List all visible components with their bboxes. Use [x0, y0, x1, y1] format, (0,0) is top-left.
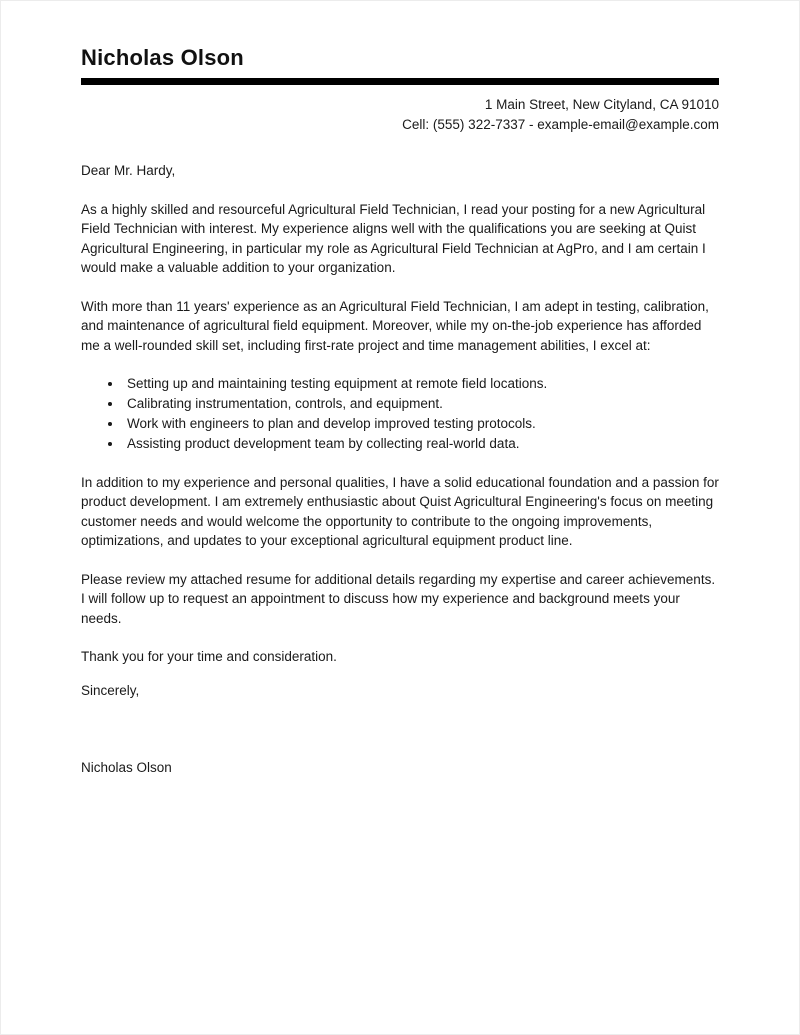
letter-body [81, 161, 719, 778]
paragraph-followup: Please review my attached resume for additional details regarding my expertise and career achievements. I will follow up to request an appointment to discuss how my experience and background meets your needs. [81, 571, 716, 626]
salutation: Dear Mr. Hardy, [81, 163, 176, 178]
thanks-line: Thank you for your time and consideration. [81, 649, 337, 664]
signature-name: Nicholas Olson [81, 760, 172, 775]
closing-line: Sincerely, [81, 682, 140, 698]
skills-bullet-list [81, 374, 719, 454]
paragraph-experience: With more than 11 years' experience as an Agricultural Field Technician, I am adept in testing, calibration, and maintenance of agricultural field equipment. Moreover, while my on-the-job experience has afforded me a well-rounded skill set, including first-rate project and time management abilities, I excel at: [81, 298, 709, 353]
paragraph-intro: As a highly skilled and resourceful Agricultural Field Technician, I read your posting for a new Agricultural Field Technician with interest. My experience aligns well with the qualifications you are seeking at Quist Agricultural Engineering, in particular my role as Agricultural Field Technician at AgPro, and I am certain I would make a valuable addition to your organization. [81, 201, 706, 275]
bullet-item: • Assisting product development team by collecting real-world data. [123, 434, 719, 454]
sender-name: Nicholas Olson [81, 45, 244, 70]
bullet-item: • Setting up and maintaining testing equipment at remote field locations. [123, 374, 719, 394]
contact-block [81, 95, 719, 135]
contact-line: Cell: (555) 322-7337 - example-email@example.com [402, 117, 719, 132]
bullet-item: • Work with engineers to plan and develop improved testing protocols. [123, 414, 719, 434]
header-rule [81, 78, 719, 85]
bullet-item: • Calibrating instrumentation, controls, and equipment. [123, 394, 719, 414]
paragraph-education: In addition to my experience and personal qualities, I have a solid educational foundation and a passion for product development. I am extremely enthusiastic about Quist Agricultural Engineering's focus on meeting customer needs and would welcome the opportunity to contribute to the ongoing improvements, optimizations, and updates to your exceptional agricultural equipment product line. [81, 474, 719, 548]
address-line: 1 Main Street, New Cityland, CA 91010 [484, 97, 719, 112]
